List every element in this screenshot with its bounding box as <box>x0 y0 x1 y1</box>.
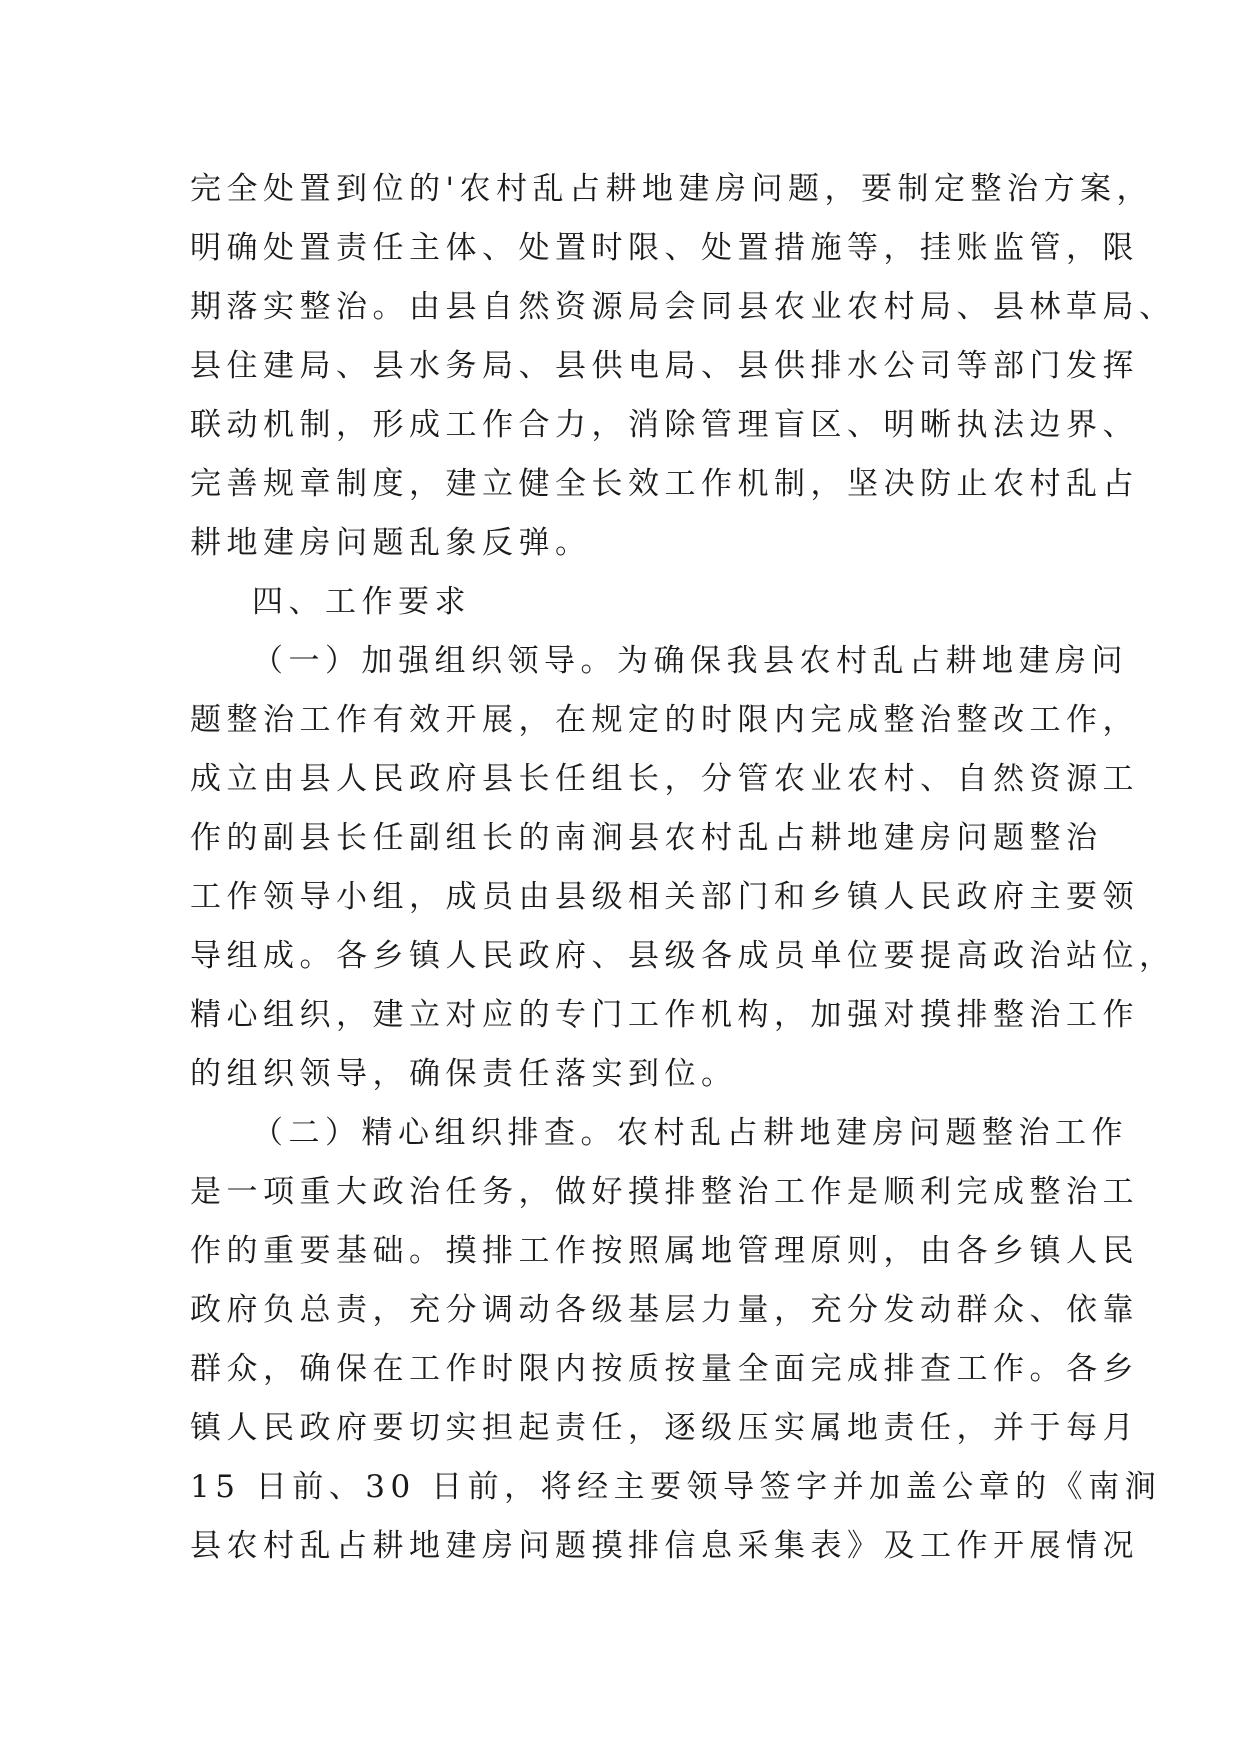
text-line: 群众，确保在工作时限内按质按量全面完成排查工作。各乡 <box>190 1351 1139 1387</box>
text-line: 联动机制，形成工作合力，消除管理盲区、明晰执法边界、 <box>190 407 1139 443</box>
text-line: 导组成。各乡镇人民政府、县级各成员单位要提高政治站位， <box>190 938 1176 974</box>
text-line: 耕地建房问题乱象反弹。 <box>190 525 592 561</box>
document-body <box>190 160 1176 1576</box>
text-line: （二）精心组织排查。农村乱占耕地建房问题整治工作 <box>252 1115 1128 1151</box>
text-line: 作的重要基础。摸排工作按照属地管理原则，由各乡镇人民 <box>190 1233 1139 1269</box>
text-line: 镇人民政府要切实担起责任，逐级压实属地责任，并于每月 <box>190 1410 1139 1446</box>
text-line: 工作领导小组，成员由县级相关部门和乡镇人民政府主要领 <box>190 879 1139 915</box>
text-line: （一）加强组织领导。为确保我县农村乱占耕地建房问 <box>252 643 1128 679</box>
text-line: 15 日前、30 日前，将经主要领导签字并加盖公章的《南涧 <box>190 1469 1162 1505</box>
text-line: 成立由县人民政府县长任组长，分管农业农村、自然资源工 <box>190 761 1139 797</box>
text-line: 县住建局、县水务局、县供电局、县供排水公司等部门发挥 <box>190 348 1139 384</box>
text-line: 县农村乱占耕地建房问题摸排信息采集表》及工作开展情况 <box>190 1528 1139 1564</box>
text-line: 政府负总责，充分调动各级基层力量，充分发动群众、依靠 <box>190 1292 1139 1328</box>
text-line: 完善规章制度，建立健全长效工作机制，坚决防止农村乱占 <box>190 466 1139 502</box>
text-line: 明确处置责任主体、处置时限、处置措施等，挂账监管，限 <box>190 230 1139 266</box>
text-line: 期落实整治。由县自然资源局会同县农业农村局、县林草局、 <box>190 289 1176 325</box>
text-line: 作的副县长任副组长的南涧县农村乱占耕地建房问题整治 <box>190 820 1103 856</box>
text-line: 精心组织，建立对应的专门工作机构，加强对摸排整治工作 <box>190 997 1139 1033</box>
text-line: 题整治工作有效开展，在规定的时限内完成整治整改工作， <box>190 702 1139 738</box>
section-heading: 四、工作要求 <box>252 584 471 620</box>
text-line: 是一项重大政治任务，做好摸排整治工作是顺利完成整治工 <box>190 1174 1139 1210</box>
text-line: 的组织领导，确保责任落实到位。 <box>190 1056 738 1092</box>
text-line: 完全处置到位的'农村乱占耕地建房问题，要制定整治方案， <box>190 171 1154 207</box>
